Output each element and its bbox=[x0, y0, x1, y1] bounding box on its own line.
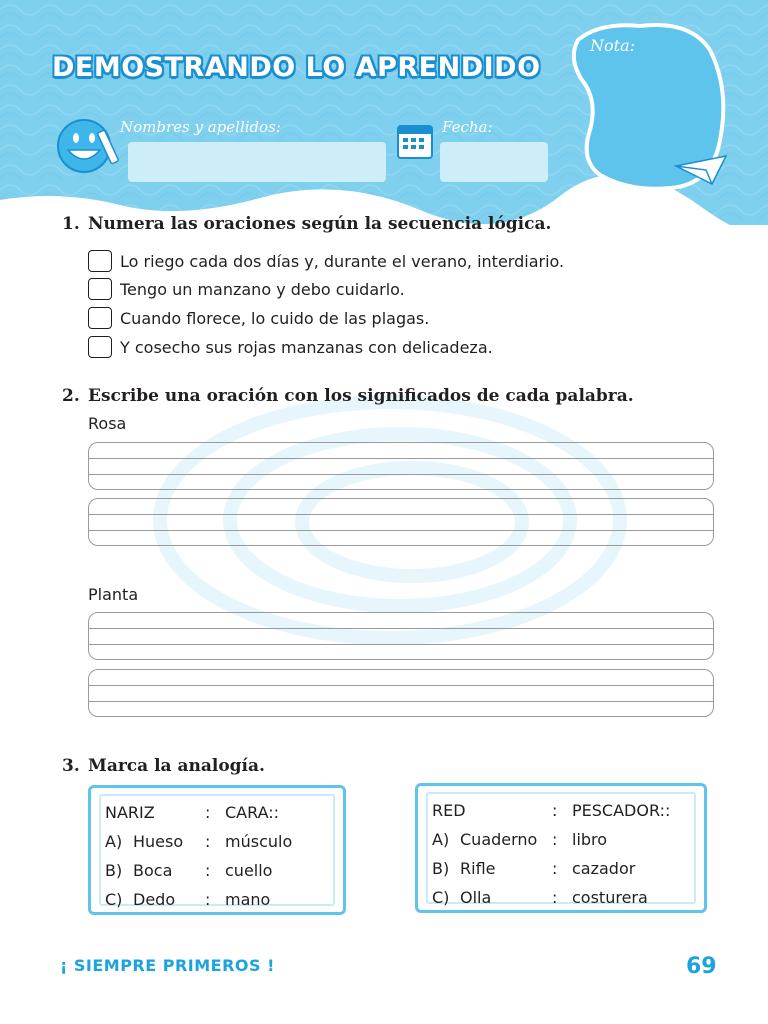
order-checkbox[interactable] bbox=[88, 250, 112, 272]
q2-number: 2. bbox=[62, 386, 80, 406]
date-field[interactable] bbox=[440, 142, 548, 182]
analogy-sep: : bbox=[205, 803, 211, 822]
option-sep: : bbox=[205, 861, 211, 880]
q3-number: 3. bbox=[62, 756, 80, 776]
writing-lines[interactable] bbox=[88, 612, 714, 660]
option-sep: : bbox=[205, 832, 211, 851]
analogy-word: NARIZ bbox=[105, 803, 155, 822]
order-checkbox[interactable] bbox=[88, 278, 112, 300]
analogy-box-1 bbox=[88, 785, 346, 915]
option-letter: A) bbox=[432, 830, 450, 849]
writing-lines[interactable] bbox=[88, 669, 714, 717]
q1-title bbox=[62, 214, 551, 234]
option-pair: cazador bbox=[572, 859, 636, 878]
option-sep: : bbox=[205, 890, 211, 909]
option-letter: C) bbox=[432, 888, 450, 907]
analogy-pair: CARA:: bbox=[225, 803, 280, 822]
analogy-word: RED bbox=[432, 801, 466, 820]
analogy-box-2 bbox=[415, 783, 707, 913]
header-banner bbox=[0, 0, 768, 225]
analogy-option-a[interactable] bbox=[105, 827, 329, 856]
option-pair: costurera bbox=[572, 888, 648, 907]
option-word: Olla bbox=[460, 888, 492, 907]
analogy-header bbox=[432, 796, 690, 825]
q1-number: 1. bbox=[62, 214, 80, 234]
footer-slogan: ¡ SIEMPRE PRIMEROS ! bbox=[60, 956, 275, 975]
sentence-text: Lo riego cada dos días y, durante el verano, interdiario. bbox=[120, 251, 565, 271]
sentence-row bbox=[88, 248, 564, 274]
analogy-option-a[interactable] bbox=[432, 825, 690, 854]
analogy-option-b[interactable] bbox=[432, 854, 690, 883]
q2-text: Escribe una oración con los significados de cada palabra. bbox=[88, 386, 634, 406]
option-letter: C) bbox=[105, 890, 123, 909]
name-label: Nombres y apellidos: bbox=[120, 118, 281, 136]
analogy-option-c[interactable] bbox=[432, 883, 690, 912]
order-checkbox[interactable] bbox=[88, 307, 112, 329]
calendar-icon bbox=[398, 126, 432, 158]
option-word: Dedo bbox=[133, 890, 176, 909]
sentence-text: Y cosecho sus rojas manzanas con delicadeza. bbox=[120, 337, 493, 357]
sentence-row bbox=[88, 305, 429, 331]
option-pair: libro bbox=[572, 830, 608, 849]
analogy-option-c[interactable] bbox=[105, 885, 329, 914]
option-word: Boca bbox=[133, 861, 173, 880]
option-word: Hueso bbox=[133, 832, 184, 851]
name-field[interactable] bbox=[128, 142, 386, 182]
analogy-header bbox=[105, 798, 329, 827]
option-letter: A) bbox=[105, 832, 123, 851]
analogy-option-b[interactable] bbox=[105, 856, 329, 885]
analogy-pair: PESCADOR:: bbox=[572, 801, 671, 820]
writing-lines[interactable] bbox=[88, 498, 714, 546]
option-word: Cuaderno bbox=[460, 830, 538, 849]
option-letter: B) bbox=[105, 861, 123, 880]
analogy-sep: : bbox=[552, 801, 558, 820]
sentence-row bbox=[88, 334, 493, 360]
date-label: Fecha: bbox=[442, 118, 493, 136]
order-checkbox[interactable] bbox=[88, 336, 112, 358]
page-title: DEMOSTRANDO LO APRENDIDO bbox=[52, 52, 541, 83]
option-sep: : bbox=[552, 859, 558, 878]
page-number: 69 bbox=[686, 954, 717, 979]
q3-title bbox=[62, 756, 265, 776]
sentence-row bbox=[88, 276, 405, 302]
q2-title bbox=[62, 386, 634, 406]
option-sep: : bbox=[552, 888, 558, 907]
q1-text: Numera las oraciones según la secuencia lógica. bbox=[88, 214, 552, 234]
option-sep: : bbox=[552, 830, 558, 849]
option-pair: mano bbox=[225, 890, 271, 909]
writing-lines[interactable] bbox=[88, 442, 714, 490]
banner-background bbox=[0, 0, 768, 225]
word-rosa: Rosa bbox=[88, 414, 127, 433]
sentence-text: Tengo un manzano y debo cuidarlo. bbox=[120, 279, 405, 299]
nota-label: Nota: bbox=[590, 36, 635, 55]
option-word: Rifle bbox=[460, 859, 496, 878]
sentence-text: Cuando florece, lo cuido de las plagas. bbox=[120, 308, 430, 328]
q3-text: Marca la analogía. bbox=[88, 756, 265, 776]
option-pair: músculo bbox=[225, 832, 293, 851]
word-planta: Planta bbox=[88, 585, 139, 604]
option-letter: B) bbox=[432, 859, 450, 878]
option-pair: cuello bbox=[225, 861, 273, 880]
